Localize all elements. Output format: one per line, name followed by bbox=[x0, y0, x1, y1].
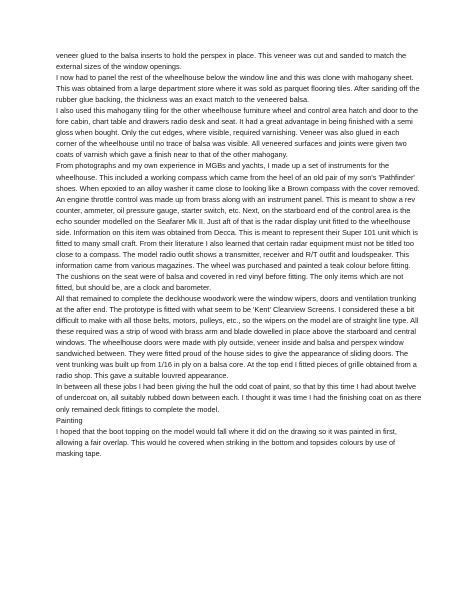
paragraph-deckhouse-woodwork: All that remained to complete the deckhouse woodwork were the window wipers, doors and ventilation trunking at the after end. The prototype is fitted with what seem to be 'Kent' Clearview Screens. I considered these a bit difficult to make with all those belts, motors, pulleys, etc., so the wipers on the model are of straight line type. All these required was a strip of wood with brass arm and blade dowelled in place above the starboard and central windows. The wheelhouse doors were made with ply outside, veneer inside and balsa and perspex window sandwiched between. They were fitted proud of the house sides to give the appearance of sliding doors. The vent trunking was built up from 1/16 in ply on a balsa core. At the top end I fitted pieces of grille obtained from a radio shop. This gave a suitable louvred appearance. bbox=[56, 294, 419, 381]
paragraph-engine-control: An engine throttle control was made up from brass along with an instrument panel. This is meant to show a rev counter, ammeter, oil pressure gauge, starter switch, etc. Next, on the starboard end of the control area is the echo sounder modelled on the Seafarer Mk II. Just aft of that is the radar display unit fitted to the wheelhouse side. Information on this item was obtained from Decca. This is meant to represent their Super 101 unit which is fitted to many small craft. From their literature I also learned that certain radar equipment must not be titled too close to a compass. The model radio outfit shows a transmitter, receiver and R/T outfit and loudspeaker. This information came from various magazines. The wheel was purchased and painted a teak colour before fitting. The cushions on the seat were of balsa and covered in red vinyl before fitting. The only items which are not fitted, but should be, are a clock and barometer. bbox=[56, 194, 418, 292]
paragraph-boot-topping: I hoped that the boot topping on the model would fall where it did on the drawing so it was painted in first, allowing a fair overlap. This would he covered when striking in the bottom and topsides colours by use of masking tape. bbox=[56, 426, 397, 458]
section-heading-painting: Painting bbox=[56, 415, 83, 425]
paragraph-instruments: From photographs and my own experience in MGBs and yachts, I made up a set of instruments for the wheelhouse. This included a working compass which came from the heel of an old pair of my son's 'Pathfinder' shoes. When epoxied to an alloy washer it came close to looking like a Brown compass with the cover removed. bbox=[56, 161, 420, 193]
paragraph-wheelhouse-furniture: I also used this mahogany tiling for the other wheelhouse furniture wheel and control area hatch and door to the fore cabin, chart table and drawers radio desk and seat. It had a great advantage in being finished with a semi gloss when bought. Only the cut edges, where visible, required varnishing. Veneer was also glued in each corner of the wheelhouse until no trace of balsa was visible. All veneered surfaces and joints were given two coats of varnish which gave a finish near to that of the other mahogany. bbox=[56, 106, 419, 160]
paragraph-veneer-perspex: veneer glued to the balsa inserts to hold the perspex in place. This veneer was cut and sanded to match the external sizes of the window openings. bbox=[56, 51, 407, 72]
paragraph-hull-paint: In between all these jobs I had been giving the hull the odd coat of paint, so that by this time I had about twelve of undercoat on, all suitably rubbed down between each. I thought it was time I had the finishing coat on as there only remained deck fittings to complete the model. bbox=[56, 382, 422, 414]
document-body bbox=[56, 50, 422, 459]
paragraph-mahogany-panel: I now had to panel the rest of the wheelhouse below the window line and this was clone with mahogany sheet. This was obtained from a large department store where it was sold as parquet flooring tiles. After sanding off the rubber glue backing, the thickness was an exact match to the veneered balsa. bbox=[56, 73, 420, 105]
